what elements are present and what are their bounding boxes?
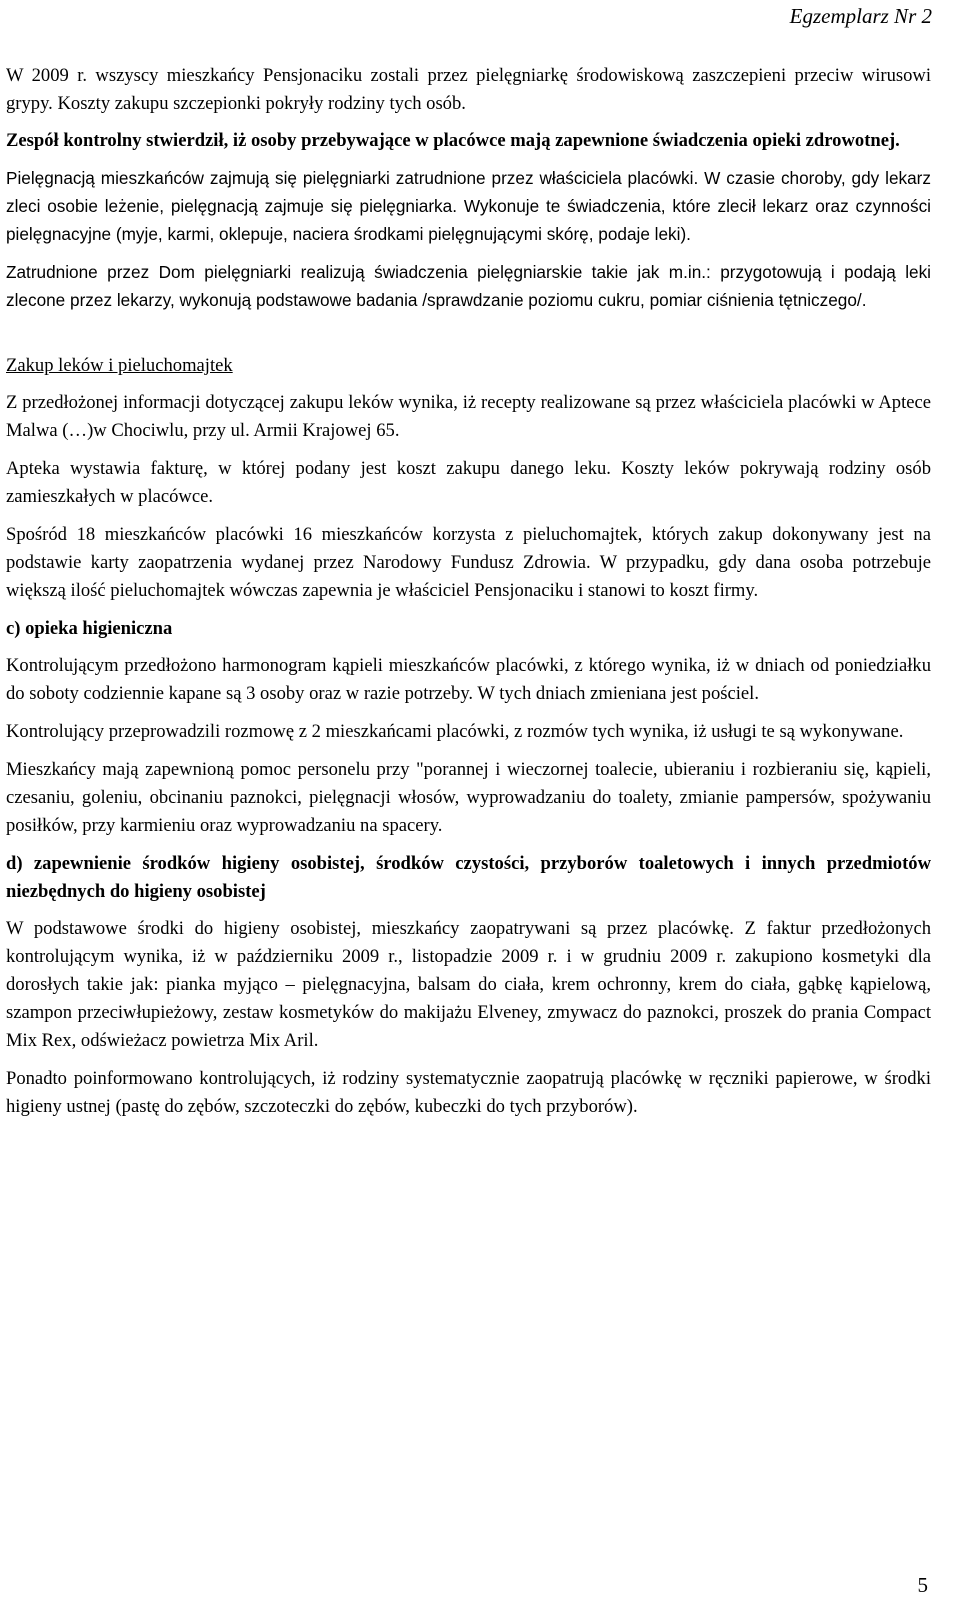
paragraph-pharmacy-invoice: Apteka wystawia fakturę, w której podany jest koszt zakupu danego leku. Koszty leków pokrywają rodziny osób zamieszkałych w placówce. [6, 458, 931, 507]
paragraph-prescriptions: Z przedłożonej informacji dotyczącej zakupu leków wynika, iż recepty realizowane są przez właściciela placówki w Aptece Malwa (…)w Chociwlu, przy ul. Armii Krajowej 65. [6, 392, 931, 441]
section-heading-hygiene-care: c) opieka higieniczna [6, 618, 173, 639]
paragraph-cosmetics-purchases: W podstawowe środki do higieny osobistej, mieszkańcy zaopatrywani są przez placówkę. Z faktur przedłożonych kontrolującym wynika, iż w październiku 2009 r., listopadzie 2009 r. i w grudniu 2009 r. zakupiono kosmetyki dla dorosłych takie jak: pianka myjąco – pielęgnacyjna, balsam do ciała, krem ochronny, krem do ciała, gąbkę kąpielową, szampon przeciwłupieżowy, zestaw kosmetyków do makijażu Elveney, zmywacz do paznokci, proszek do prania Compact Mix Rex, odświeżacz powietrza Mix Aril. [6, 918, 931, 1051]
copy-label: Egzemplarz Nr 2 [789, 4, 932, 28]
page-number: 5 [917, 1573, 928, 1597]
section-heading-medicines: Zakup leków i pieluchomajtek [6, 355, 233, 376]
paragraph-bathing-schedule: Kontrolującym przedłożono harmonogram kąpieli mieszkańców placówki, z którego wynika, iż w dniach od poniedziałku do soboty codziennie kapane są 3 osoby oraz w razie potrzeby. W tych dniach zmieniana jest pościel. [6, 655, 931, 704]
paragraph-resident-interviews: Kontrolujący przeprowadzili rozmowę z 2 mieszkańcami placówki, z rozmów tych wynika, iż usługi te są wykonywane. [6, 721, 904, 742]
paragraph-nursing-care: Pielęgnacją mieszkańców zajmują się pielęgniarki zatrudnione przez właściciela placówki. W czasie choroby, gdy lekarz zleci osobie leżenie, pielęgnacją zajmuje się pielęgniarka. Wykonuje te świadczenia, które zlecił lekarz oraz czynności pielęgnacyjne (myje, karmi, oklepuje, naciera środkami pielęgnującymi skórę, podaje leki). [6, 168, 931, 244]
paragraph-vaccination: W 2009 r. wszyscy mieszkańcy Pensjonaciku zostali przez pielęgniarkę środowiskową zaszczepieni przeciw wirusowi grypy. Koszty zakupu szczepionki pokryły rodziny tych osób. [6, 65, 931, 114]
paragraph-diapers: Spośród 18 mieszkańców placówki 16 mieszkańców korzysta z pieluchomajtek, których zakup dokonywany jest na podstawie karty zaopatrzenia wydanej przez Narodowy Fundusz Zdrowia. W przypadku, gdy dana osoba potrzebuje większą ilość pieluchomajtek wówczas zapewnia je właściciel Pensjonaciku i stanowi to koszt firmy. [6, 524, 931, 601]
paragraph-nurse-services: Zatrudnione przez Dom pielęgniarki realizują świadczenia pielęgniarskie takie jak m.in.: przygotowują i podają leki zlecone przez lekarzy, wykonują podstawowe badania /sprawdzanie poziomu cukru, pomiar ciśnienia tętniczego/. [6, 262, 931, 310]
paragraph-family-supplies: Ponadto poinformowano kontrolujących, iż rodziny systematycznie zaopatrują placówkę w ręczniki papierowe, w środki higieny ustnej (pastę do zębów, szczoteczki do zębów, kubeczki do tych przyborów). [6, 1068, 931, 1117]
section-heading-hygiene-supplies: d) zapewnienie środków higieny osobistej, środków czystości, przyborów toaletowych i innych przedmiotów niezbędnych do higieny osobistej [6, 853, 931, 902]
paragraph-staff-assistance: Mieszkańcy mają zapewnioną pomoc personelu przy "porannej i wieczornej toalecie, ubieraniu i rozbieraniu się, kąpieli, czesaniu, goleniu, obcinaniu paznokci, pielęgnacji włosów, wyprowadzaniu do toalety, zmianie pampersów, spożywaniu posiłków, przy karmieniu oraz wyprowadzaniu na spacery. [6, 759, 931, 836]
paragraph-finding-health-care: Zespół kontrolny stwierdził, iż osoby przebywające w placówce mają zapewnione świadczenia opieki zdrowotnej. [6, 130, 900, 151]
document-body [6, 62, 931, 1121]
